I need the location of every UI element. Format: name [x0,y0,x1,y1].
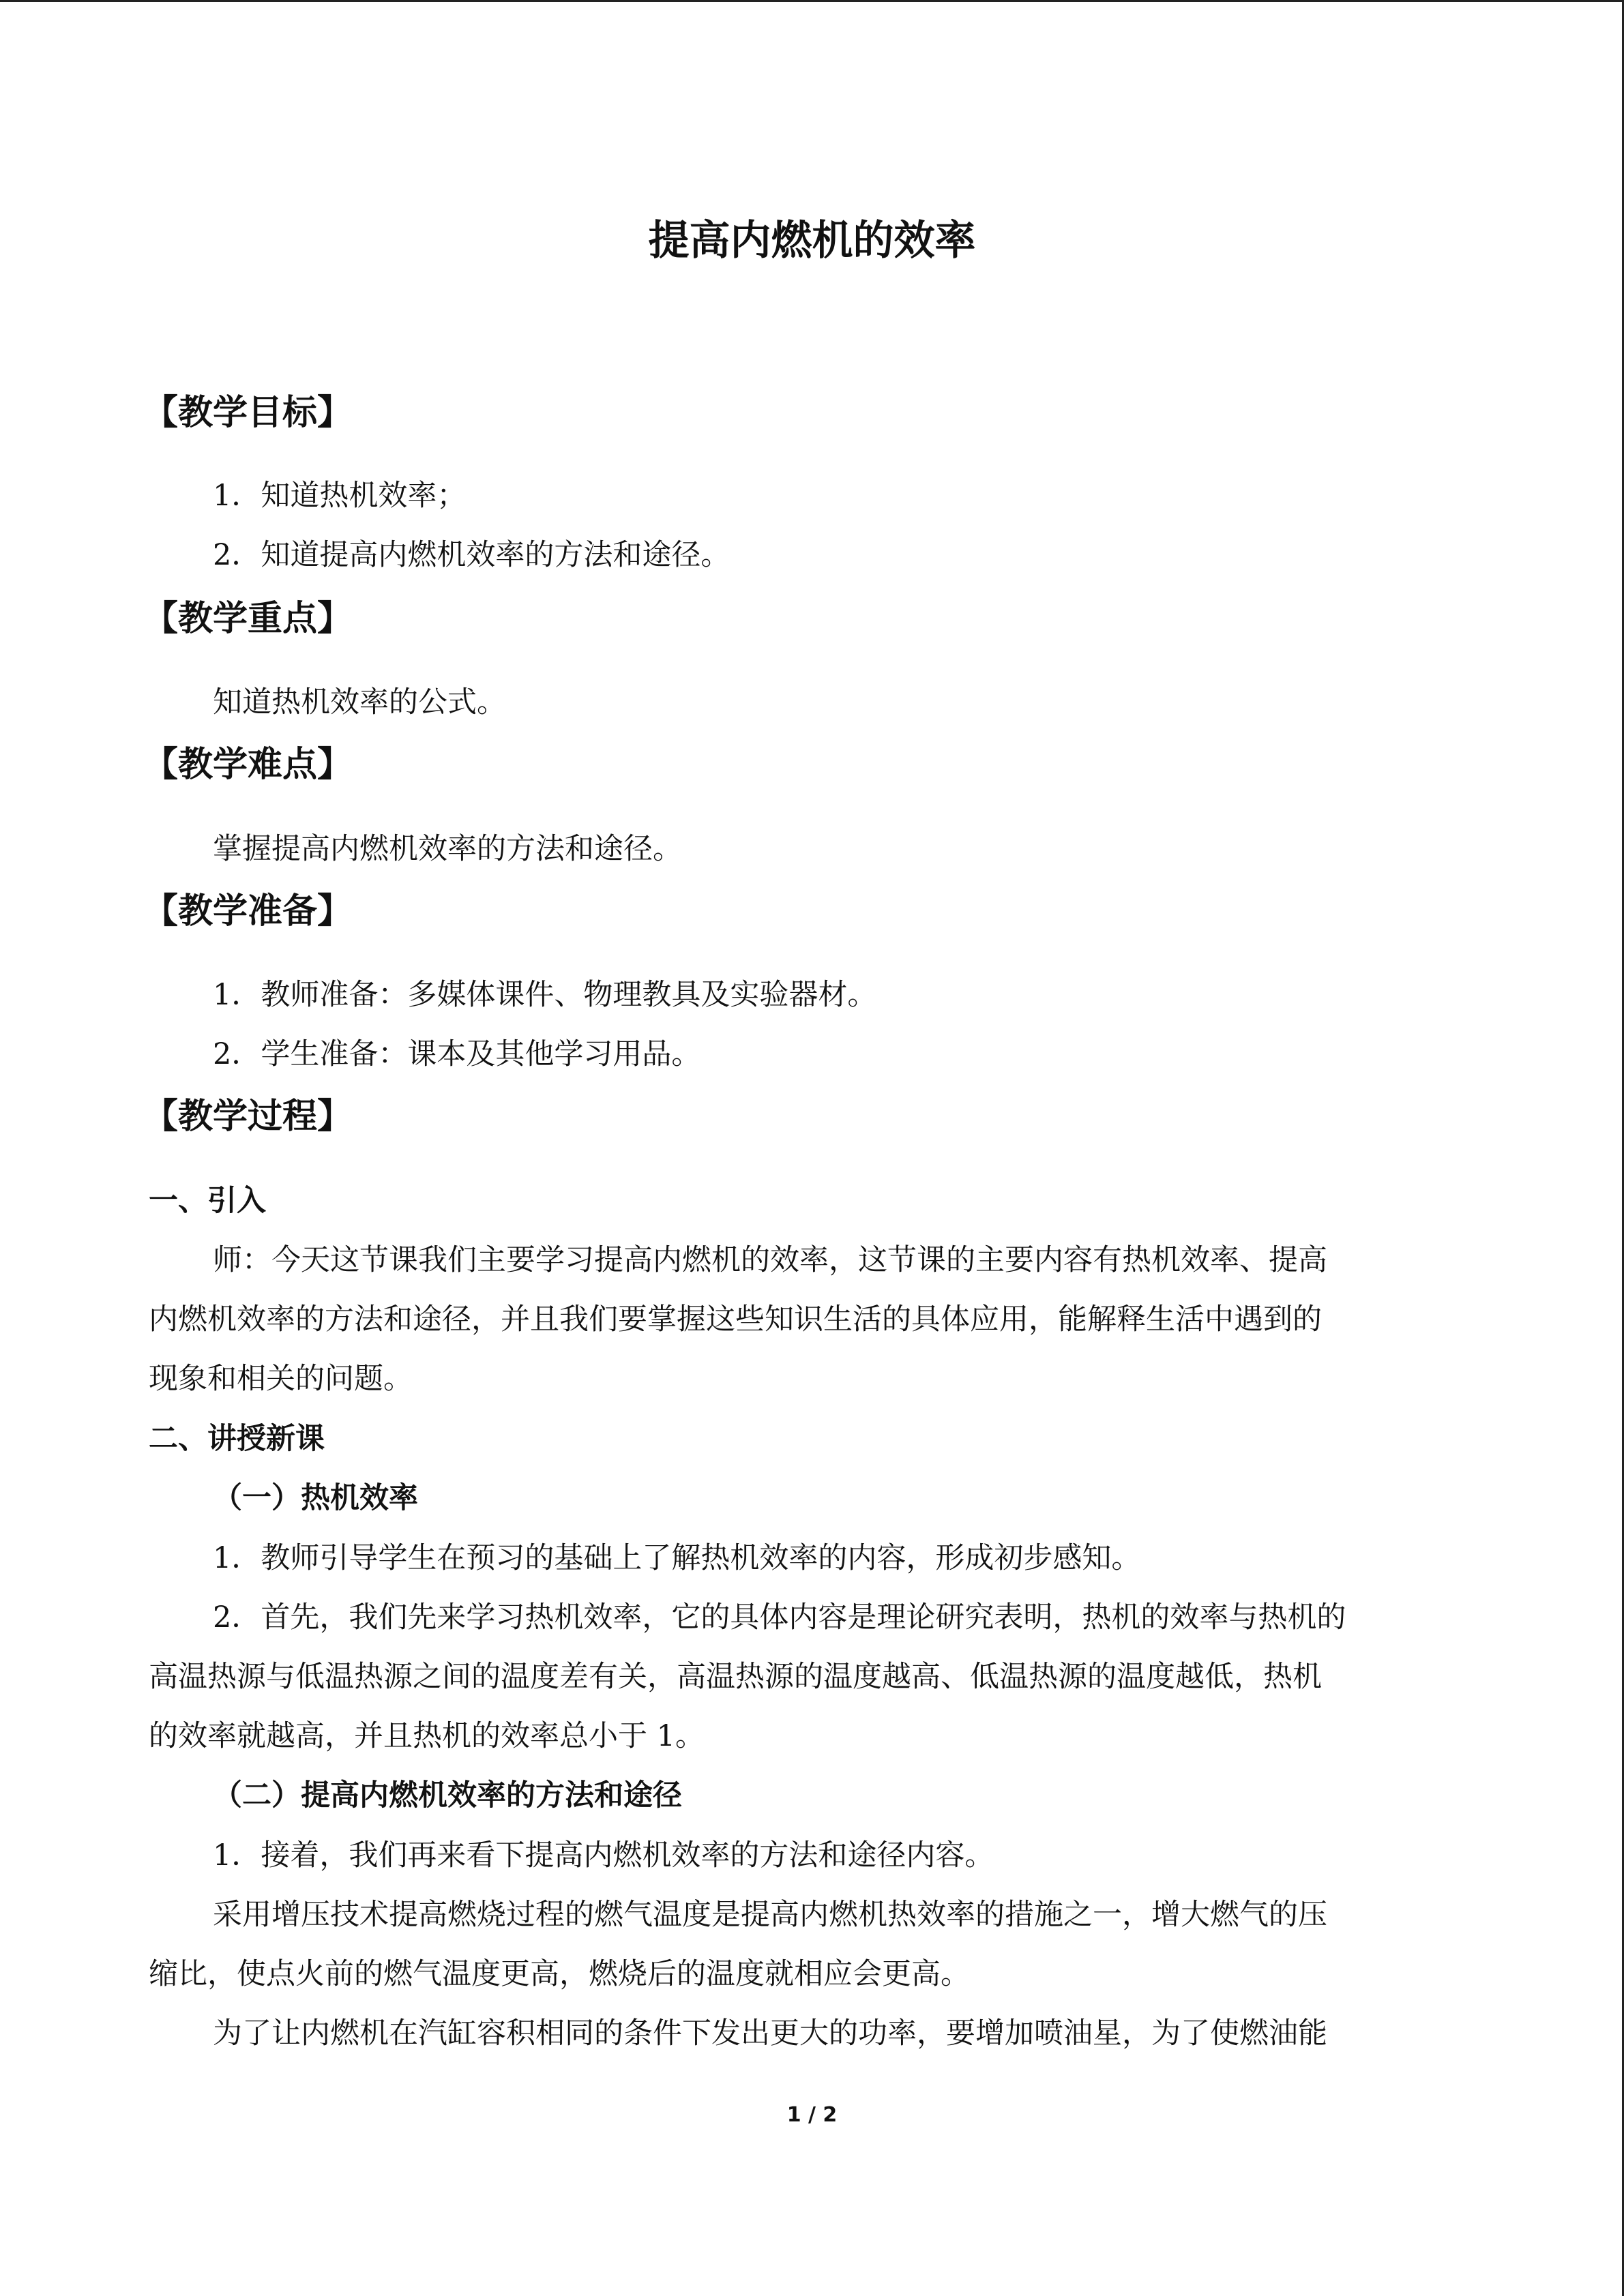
goal-item-2: 2．知道提高内燃机效率的方法和途径。 [213,538,730,572]
part2-para2-line-1: 为了让内燃机在汽缸容积相同的条件下发出更大的功率，要增加喷油星，为了使燃油能 [213,2016,1327,2051]
part1-item-2-line-2: 高温热源与低温热源之间的温度差有关，高温热源的温度越高、低温热源的温度越低，热机 [149,1660,1322,1694]
intro-line-2: 内燃机效率的方法和途径，并且我们要掌握这些知识生活的具体应用，能解释生活中遇到的 [149,1302,1322,1337]
intro-heading: 一、引入 [149,1184,266,1218]
heading-process: 【教学过程】 [143,1097,353,1137]
prep-item-1: 1．教师准备：多媒体课件、物理教具及实验器材。 [213,978,877,1012]
key-point-text: 知道热机效率的公式。 [213,685,506,719]
intro-line-1: 师：今天这节课我们主要学习提高内燃机的效率，这节课的主要内容有热机效率、提高 [213,1243,1327,1277]
goal-item-1: 1．知道热机效率； [213,479,467,513]
intro-line-3: 现象和相关的问题。 [149,1362,413,1396]
part2-heading: （二）提高内燃机效率的方法和途径 [213,1778,682,1813]
part1-item-1: 1．教师引导学生在预习的基础上了解热机效率的内容，形成初步感知。 [213,1541,1141,1575]
page-title: 提高内燃机的效率 [648,217,976,265]
heading-difficulty: 【教学难点】 [143,745,353,785]
heading-preparation: 【教学准备】 [143,891,353,931]
heading-teaching-goal: 【教学目标】 [143,393,353,433]
part1-heading: （一）热机效率 [213,1481,418,1515]
part2-item-1: 1．接着，我们再来看下提高内燃机效率的方法和途径内容。 [213,1838,994,1873]
prep-item-2: 2．学生准备：课本及其他学习用品。 [213,1037,701,1071]
part2-para1-line-1: 采用增压技术提高燃烧过程的燃气温度是提高内燃机热效率的措施之一，增大燃气的压 [213,1898,1327,1932]
newlesson-heading: 二、讲授新课 [149,1422,325,1456]
heading-key-point: 【教学重点】 [143,599,353,639]
difficulty-text: 掌握提高内燃机效率的方法和途径。 [213,832,682,866]
part1-item-2-line-1: 2．首先，我们先来学习热机效率，它的具体内容是理论研究表明，热机的效率与热机的 [213,1600,1346,1635]
part2-para1-line-2: 缩比，使点火前的燃气温度更高，燃烧后的温度就相应会更高。 [149,1957,970,1991]
page-number: 1 / 2 [786,2103,838,2127]
part1-item-2-line-3: 的效率就越高，并且热机的效率总小于 1。 [149,1719,705,1753]
